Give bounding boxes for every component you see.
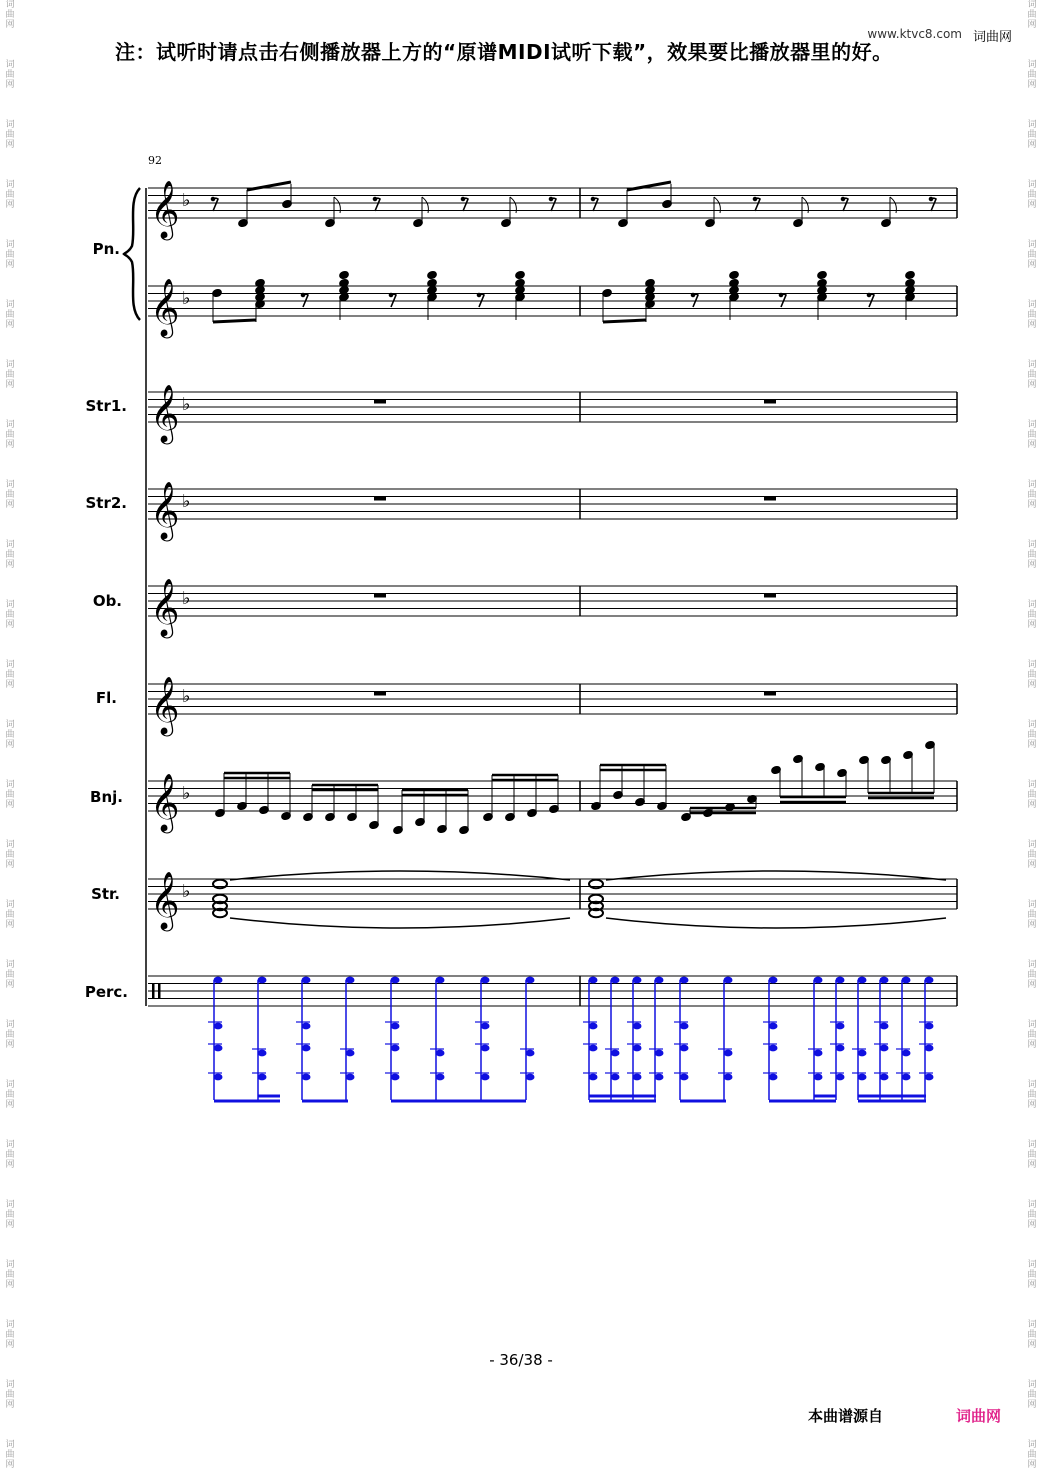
side-watermark-text: 词 曲 网 — [1027, 120, 1037, 150]
percussion-note — [925, 1023, 934, 1030]
percussion-note — [633, 1045, 642, 1052]
side-watermark-text: 词 曲 网 — [1027, 1080, 1037, 1110]
side-watermark-text: 词 曲 网 — [5, 1380, 15, 1410]
side-watermark-text: 词 曲 网 — [1027, 0, 1037, 30]
tie — [606, 918, 946, 928]
percussion-note — [902, 1074, 911, 1081]
key-flat: ♭ — [182, 686, 191, 707]
beam — [213, 320, 256, 322]
side-watermark-text: 词 曲 网 — [5, 900, 15, 930]
side-watermark-text: 词 曲 网 — [1027, 1260, 1037, 1290]
key-flat: ♭ — [182, 588, 191, 609]
side-watermark-text: 词 曲 网 — [1027, 720, 1037, 750]
page-number: - 36/38 - — [489, 1351, 553, 1369]
percussion-note — [836, 1074, 845, 1081]
percussion-note — [836, 977, 845, 984]
percussion-note — [880, 1023, 889, 1030]
percussion-note — [769, 1074, 778, 1081]
key-flat: ♭ — [182, 394, 191, 415]
percussion-note — [680, 1045, 689, 1052]
side-watermark-text: 词 曲 网 — [1027, 960, 1037, 990]
percussion-note — [880, 977, 889, 984]
percussion-note — [391, 1023, 400, 1030]
percussion-note — [526, 1050, 535, 1057]
treble-clef: 𝄞 — [150, 384, 180, 442]
note-head — [515, 270, 526, 279]
beam — [627, 182, 671, 190]
percussion-note — [611, 1074, 620, 1081]
percussion-note — [724, 977, 733, 984]
side-watermark-text: 词 曲 网 — [5, 1440, 15, 1470]
percussion-notes — [208, 977, 934, 1101]
side-watermark-text: 词 曲 网 — [1027, 840, 1037, 870]
side-watermark-text: 词 曲 网 — [1027, 1320, 1037, 1350]
percussion-note — [925, 977, 934, 984]
percussion-note — [214, 1045, 223, 1052]
eighth-rest-dot — [929, 197, 933, 201]
percussion-note — [436, 977, 445, 984]
staff-lines — [148, 188, 957, 1006]
source-label: 本曲谱源自 — [808, 1407, 884, 1425]
key-flat: ♭ — [182, 288, 191, 309]
percussion-note — [724, 1074, 733, 1081]
eighth-rest-dot — [211, 197, 215, 201]
percussion-note — [925, 1074, 934, 1081]
beam — [247, 182, 291, 190]
percussion-note — [611, 1050, 620, 1057]
note-head — [905, 270, 916, 279]
treble-clef: 𝄞 — [150, 773, 180, 831]
side-watermark-text: 词 曲 网 — [5, 1260, 15, 1290]
whole-rest — [374, 400, 386, 404]
eighth-rest-dot — [867, 293, 871, 297]
percussion-note — [481, 1074, 490, 1081]
percussion-note — [258, 977, 267, 984]
percussion-note — [391, 1045, 400, 1052]
instrument-label-piano: Pn. — [92, 240, 120, 258]
percussion-note — [769, 1045, 778, 1052]
side-watermark-text: 词 曲 网 — [1027, 60, 1037, 90]
whole-rest — [764, 594, 776, 598]
percussion-clef — [158, 984, 161, 998]
percussion-note — [724, 1050, 733, 1057]
key-flat: ♭ — [182, 491, 191, 512]
key-flat: ♭ — [182, 783, 191, 804]
side-watermark-text: 词 曲 网 — [5, 960, 15, 990]
header-site-name: 词曲网 — [972, 30, 1012, 45]
whole-rest — [764, 692, 776, 696]
note-head — [339, 270, 350, 279]
whole-rest — [764, 400, 776, 404]
side-watermark-text: 词 曲 网 — [5, 480, 15, 510]
percussion-note — [611, 977, 620, 984]
side-watermark-text: 词 曲 网 — [5, 1080, 15, 1110]
percussion-note — [391, 977, 400, 984]
eighth-rest-dot — [549, 197, 553, 201]
percussion-note — [858, 977, 867, 984]
whole-rests — [374, 400, 776, 696]
clefs — [150, 180, 191, 998]
percussion-note — [769, 1023, 778, 1030]
eighth-rest-dot — [591, 197, 595, 201]
side-watermark-text: 词 曲 网 — [1027, 540, 1037, 570]
side-watermark-text: 词 曲 网 — [5, 60, 15, 90]
midi-notice: 注：试听时请点击右侧播放器上方的“原谱MIDI试听下载”，效果要比播放器里的好。 — [115, 40, 893, 64]
side-watermark-text: 词 曲 网 — [5, 780, 15, 810]
percussion-note — [214, 977, 223, 984]
percussion-note — [302, 977, 311, 984]
side-watermark-text: 词 曲 网 — [1027, 1140, 1037, 1170]
percussion-note — [481, 977, 490, 984]
key-flat: ♭ — [182, 190, 191, 211]
percussion-note — [814, 1050, 823, 1057]
note-head — [729, 270, 740, 279]
side-watermark-text: 词 曲 网 — [5, 1140, 15, 1170]
instrument-label-banjo: Bnj. — [90, 788, 123, 806]
percussion-note — [214, 1023, 223, 1030]
side-watermark-text: 词 曲 网 — [1027, 780, 1037, 810]
side-watermark-text: 词 曲 网 — [1027, 600, 1037, 630]
percussion-note — [589, 1074, 598, 1081]
percussion-note — [814, 1074, 823, 1081]
side-watermark-text: 词 曲 网 — [5, 180, 15, 210]
side-watermark-text: 词 曲 网 — [5, 540, 15, 570]
percussion-note — [302, 1074, 311, 1081]
side-watermark-text: 词 曲 网 — [1027, 420, 1037, 450]
percussion-note — [836, 1045, 845, 1052]
eighth-rest-dot — [301, 293, 305, 297]
percussion-note — [391, 1074, 400, 1081]
percussion-note — [880, 1074, 889, 1081]
side-watermark-text: 词 曲 网 — [1027, 900, 1037, 930]
eighth-rest-dot — [753, 197, 757, 201]
percussion-note — [258, 1050, 267, 1057]
eighth-rest-dot — [691, 293, 695, 297]
percussion-note — [680, 1023, 689, 1030]
whole-rest — [374, 692, 386, 696]
percussion-note — [655, 1074, 664, 1081]
side-watermark-text: 词 曲 网 — [1027, 360, 1037, 390]
side-watermark-text: 词 曲 网 — [5, 720, 15, 750]
percussion-note — [346, 1050, 355, 1057]
percussion-note — [902, 1050, 911, 1057]
percussion-note — [436, 1074, 445, 1081]
whole-rest — [374, 594, 386, 598]
side-watermark-text: 词 曲 网 — [1027, 300, 1037, 330]
percussion-note — [258, 1074, 267, 1081]
percussion-note — [346, 977, 355, 984]
eighth-rest-dot — [779, 293, 783, 297]
side-watermark-text: 词 曲 网 — [5, 0, 15, 30]
beam — [603, 320, 646, 322]
instrument-label-percussion: Perc. — [84, 983, 128, 1001]
side-watermark-text: 词 曲 网 — [5, 1020, 15, 1050]
side-watermark-text: 词 曲 网 — [5, 660, 15, 690]
tie — [230, 918, 570, 928]
note-head — [427, 270, 438, 279]
side-watermark-text: 词 曲 网 — [1027, 1200, 1037, 1230]
side-watermark-text: 词 曲 网 — [5, 120, 15, 150]
instrument-label-oboe: Ob. — [92, 592, 122, 610]
percussion-note — [836, 1023, 845, 1030]
side-watermark-text: 词 曲 网 — [5, 360, 15, 390]
percussion-note — [589, 977, 598, 984]
treble-clef: 𝄞 — [150, 180, 180, 238]
percussion-note — [925, 1045, 934, 1052]
percussion-note — [680, 1074, 689, 1081]
percussion-note — [633, 1074, 642, 1081]
treble-clef: 𝄞 — [150, 578, 180, 636]
side-watermark-text: 词 曲 网 — [5, 240, 15, 270]
percussion-note — [526, 977, 535, 984]
percussion-note — [589, 1023, 598, 1030]
side-watermark-text: 词 曲 网 — [1027, 1380, 1037, 1410]
measure-number: 92 — [148, 154, 162, 167]
percussion-note — [655, 977, 664, 984]
whole-rest — [374, 497, 386, 501]
percussion-note — [633, 977, 642, 984]
percussion-note — [436, 1050, 445, 1057]
percussion-note — [481, 1023, 490, 1030]
side-watermark-text: 词 曲 网 — [5, 840, 15, 870]
side-watermark-text: 词 曲 网 — [1027, 180, 1037, 210]
side-watermark-text: 词 曲 网 — [1027, 1020, 1037, 1050]
header-site-url[interactable]: www.ktvc8.com — [867, 27, 962, 41]
percussion-note — [858, 1074, 867, 1081]
instrument-label-strings: Str. — [91, 885, 120, 903]
instrument-label-strings1: Str1. — [85, 397, 127, 415]
percussion-clef — [152, 984, 155, 998]
eighth-rest-dot — [389, 293, 393, 297]
side-watermark-text: 词 曲 网 — [5, 600, 15, 630]
side-watermark-text: 词 曲 网 — [5, 1200, 15, 1230]
banjo-notes — [215, 740, 936, 834]
percussion-note — [633, 1023, 642, 1030]
treble-clef: 𝄞 — [150, 481, 180, 539]
side-watermark-text: 词 曲 网 — [1027, 1440, 1037, 1470]
percussion-note — [680, 977, 689, 984]
treble-clef: 𝄞 — [150, 676, 180, 734]
side-watermark-text: 词 曲 网 — [5, 420, 15, 450]
percussion-note — [526, 1074, 535, 1081]
percussion-note — [655, 1050, 664, 1057]
whole-rest — [764, 497, 776, 501]
eighth-rest-dot — [373, 197, 377, 201]
barlines — [146, 188, 957, 1006]
percussion-note — [481, 1045, 490, 1052]
note-head — [817, 270, 828, 279]
percussion-note — [346, 1074, 355, 1081]
instrument-label-flute: Fl. — [95, 689, 117, 707]
eighth-rest-dot — [477, 293, 481, 297]
instrument-label-strings2: Str2. — [85, 494, 127, 512]
percussion-note — [902, 977, 911, 984]
percussion-note — [589, 1045, 598, 1052]
side-watermark-text: 词 曲 网 — [1027, 660, 1037, 690]
treble-clef: 𝄞 — [150, 871, 180, 929]
percussion-note — [880, 1045, 889, 1052]
side-watermark-text: 词 曲 网 — [5, 1320, 15, 1350]
side-watermark-text: 词 曲 网 — [1027, 240, 1037, 270]
percussion-note — [858, 1050, 867, 1057]
side-watermark-text: 词 曲 网 — [1027, 480, 1037, 510]
treble-clef: 𝄞 — [150, 278, 180, 336]
percussion-note — [302, 1023, 311, 1030]
eighth-rest-dot — [841, 197, 845, 201]
percussion-note — [214, 1074, 223, 1081]
percussion-note — [302, 1045, 311, 1052]
key-flat: ♭ — [182, 881, 191, 902]
side-watermark-text: 词 曲 网 — [5, 300, 15, 330]
source-brand[interactable]: 词曲网 — [956, 1407, 1002, 1425]
percussion-note — [769, 977, 778, 984]
eighth-rest-dot — [461, 197, 465, 201]
percussion-note — [814, 977, 823, 984]
piano-brace — [124, 188, 140, 320]
